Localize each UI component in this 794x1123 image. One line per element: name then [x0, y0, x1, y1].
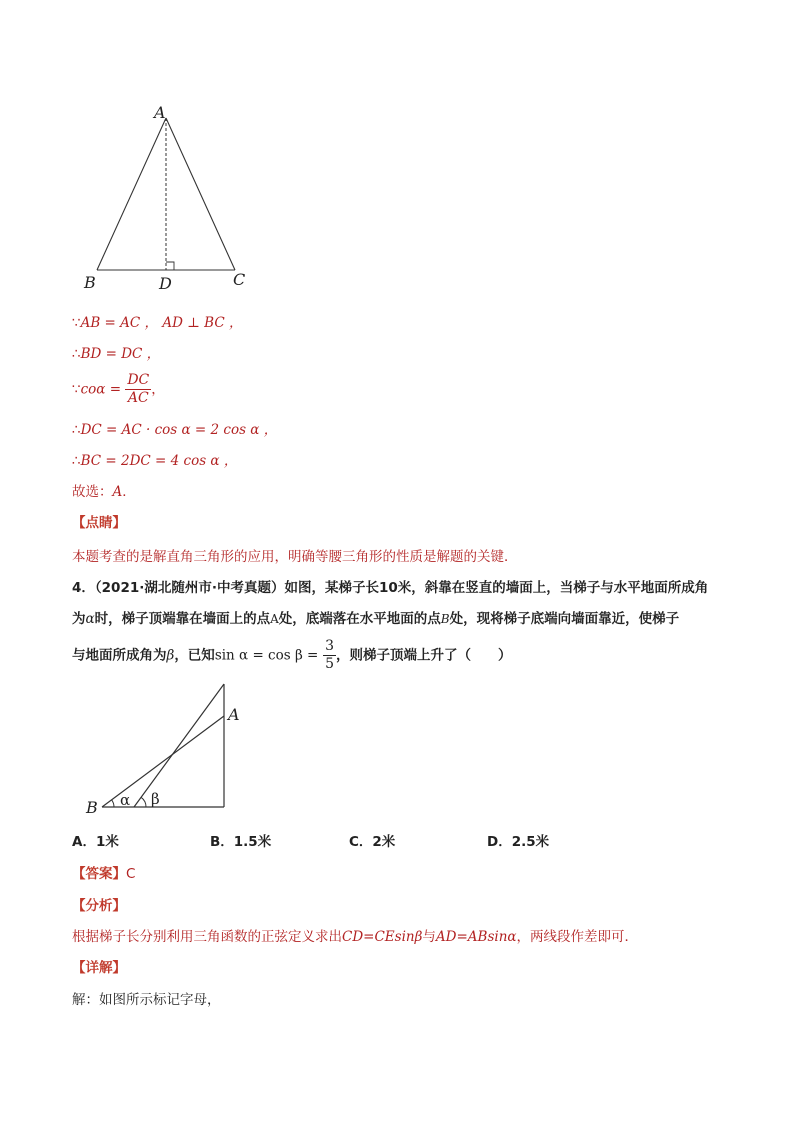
because-symbol: ∵: [72, 315, 81, 331]
choose-end: ．: [122, 484, 136, 500]
therefore-symbol: ∴: [72, 422, 81, 438]
option-d: [487, 832, 549, 852]
label-d: D: [159, 274, 172, 293]
point-a-symbol: A: [270, 612, 279, 626]
beta-symbol: β: [166, 647, 175, 664]
option-a: [72, 832, 119, 852]
answer-header: 【答案】: [72, 866, 126, 882]
analysis-eq-1: CD=CEsinβ: [342, 929, 423, 945]
solution-step-4: [72, 420, 277, 440]
question-text-2c: 处，底端落在水平地面的点: [278, 611, 441, 627]
therefore-symbol: ∴: [72, 453, 81, 469]
comment-text: [72, 547, 518, 567]
three-fifths-fraction: [323, 638, 336, 673]
detail-body: 解：如图所示标记字母，: [72, 992, 221, 1008]
label-a: A: [228, 705, 240, 724]
ladder-beta: [134, 684, 224, 807]
step-3-fraction: [125, 372, 151, 407]
comment-body: 本题考查的是解直角三角形的应用，明确等腰三角形的性质是解题的关键．: [72, 549, 518, 565]
question-text-3c: ，则梯子顶端上升了（ ）: [336, 647, 512, 664]
angle-beta-arc: [141, 797, 146, 807]
therefore-symbol: ∴: [72, 346, 81, 362]
option-c-text: C．2米: [349, 834, 396, 850]
point-b-symbol: B: [440, 612, 450, 626]
analysis-post: ，两线段作差即可．: [516, 929, 639, 945]
step-1-formula: AB = AC ， AD ⊥ BC ，: [80, 315, 243, 331]
alpha-symbol: α: [85, 611, 95, 627]
right-angle-mark: [166, 262, 174, 270]
label-a: A: [154, 103, 166, 122]
ladder-figure: [80, 676, 250, 821]
sin-cos-formula: sin α = cos β =: [214, 647, 319, 664]
question-text-2b: 时，梯子顶端靠在墙面上的点: [94, 611, 271, 627]
side-ab: [97, 118, 166, 270]
question-text-2a: 为: [72, 611, 86, 627]
solution-step-3: [72, 372, 165, 407]
label-alpha: α: [120, 791, 131, 809]
solution-step-2: [72, 344, 160, 364]
choose-label: 故选：: [72, 484, 113, 500]
detail-header: [72, 958, 126, 978]
answer-value: C: [126, 866, 136, 882]
detail-text: [72, 990, 221, 1010]
fraction-denominator: 5: [325, 656, 334, 672]
solution-step-5: [72, 451, 237, 471]
option-c: [349, 832, 395, 852]
question-text-3a: 与地面所成角为: [72, 647, 167, 664]
analysis-text: [72, 927, 638, 947]
detail-header-text: 【详解】: [72, 960, 126, 976]
analysis-pre: 根据梯子长分别利用三角函数的正弦定义求出: [72, 929, 342, 945]
fraction-numerator: 3: [325, 638, 334, 654]
analysis-header-text: 【分析】: [72, 898, 126, 914]
choose-line: [72, 482, 136, 502]
solution-step-1: [72, 313, 242, 333]
step-4-formula: DC = AC · cos α = 2 cos α ，: [80, 422, 278, 438]
answer-line: [72, 864, 135, 884]
fraction-numerator: DC: [127, 372, 150, 388]
step-3-lhs: coα =: [80, 381, 122, 398]
label-beta: β: [151, 790, 160, 808]
angle-alpha-arc: [112, 800, 114, 807]
question-4-line-3: [72, 638, 512, 673]
label-b: B: [84, 273, 96, 292]
triangle-figure: [80, 100, 260, 300]
question-4-line-1: [72, 578, 708, 598]
question-number: 4．: [72, 580, 95, 596]
comment-header-text: 【点睛】: [72, 515, 126, 531]
because-symbol: ∵: [72, 381, 81, 398]
analysis-mid: 与: [422, 929, 436, 945]
question-text-2d: 处，现将梯子底端向墙面靠近，使梯子: [449, 611, 680, 627]
side-ac: [166, 118, 235, 270]
option-a-text: A．1米: [72, 834, 119, 850]
question-text-1: 如图，某梯子长10米，斜靠在竖直的墙面上，当梯子与水平地面所成角: [284, 580, 709, 596]
comment-header: [72, 513, 126, 533]
option-b-text: B．1.5米: [210, 834, 272, 850]
analysis-header: [72, 896, 126, 916]
choose-value: A: [112, 484, 123, 500]
label-b: B: [86, 798, 98, 817]
fraction-denominator: AC: [127, 390, 149, 406]
step-5-formula: BC = 2DC = 4 cos α ，: [80, 453, 238, 469]
question-text-3b: ，已知: [174, 647, 215, 664]
question-4-line-2: [72, 609, 679, 629]
option-b: [210, 832, 271, 852]
label-c: C: [233, 270, 246, 289]
option-d-text: D．2.5米: [487, 834, 550, 850]
question-source: （2021·湖北随州市·中考真题）: [94, 580, 285, 596]
step-2-formula: BD = DC ，: [80, 346, 161, 362]
step-3-end: ，: [151, 381, 165, 398]
analysis-eq-2: AD=ABsinα: [435, 929, 517, 945]
